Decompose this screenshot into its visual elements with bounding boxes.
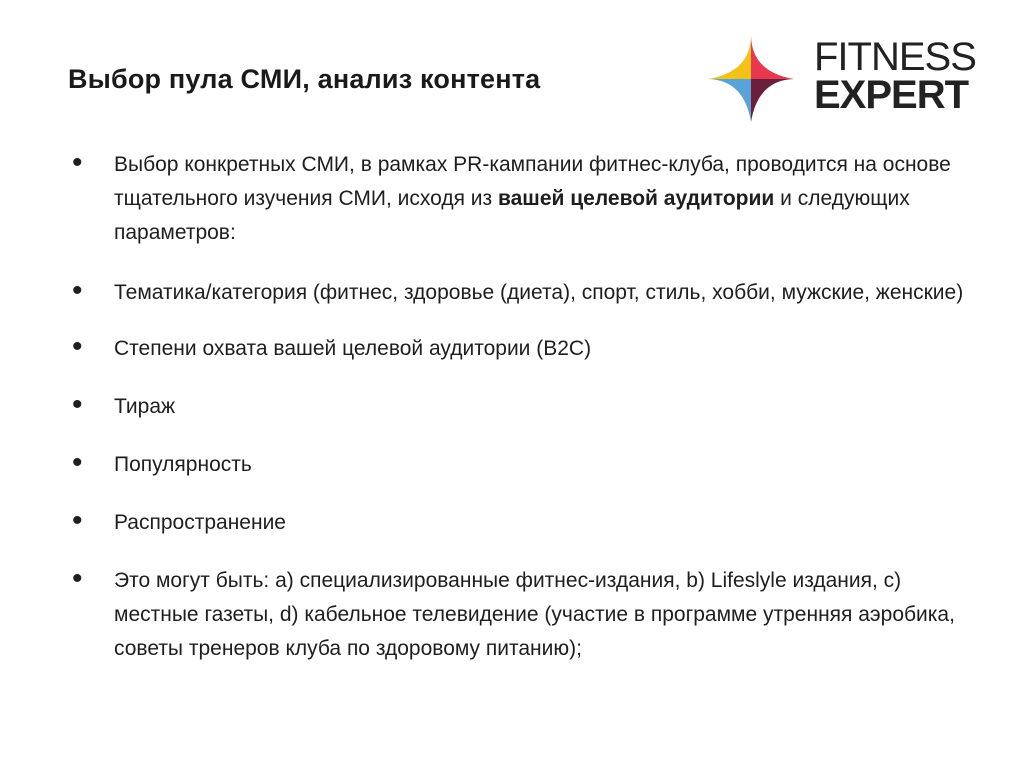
bullet-4-text: Тираж bbox=[114, 395, 176, 418]
bullet-item-circulation bbox=[68, 390, 968, 424]
bullet-dot-icon: • bbox=[72, 330, 83, 363]
logo-mark-icon bbox=[706, 34, 796, 124]
bullet-item-selection bbox=[68, 148, 968, 250]
logo-line-fitness: FITNESS bbox=[814, 35, 976, 79]
bullet-1-bold: вашей целевой аудитории bbox=[498, 187, 775, 210]
logo-line-expert: EXPERT bbox=[814, 73, 969, 117]
bullet-3-text: Степени охвата вашей целевой аудитории (B2C) bbox=[114, 337, 592, 360]
bullet-7-text: Это могут быть: a) специализированные фитнес-издания, b) Lifeslyle издания, c) местные газеты, d) кабельное телевидение (участие в программе утренняя аэробика, советы тренеров клуба по здоровому питанию); bbox=[114, 569, 955, 660]
bullet-2-text: Тематика/категория (фитнес, здоровье (диета), спорт, стиль, хобби, мужские, женские) bbox=[114, 281, 964, 304]
bullet-list bbox=[68, 148, 968, 666]
bullet-dot-icon: • bbox=[72, 146, 83, 179]
logo-petal-red bbox=[751, 36, 794, 79]
bullet-item-popularity bbox=[68, 448, 968, 482]
bullet-dot-icon: • bbox=[72, 446, 83, 479]
bullet-dot-icon: • bbox=[72, 274, 83, 307]
bullet-item-distribution bbox=[68, 506, 968, 540]
bullet-dot-icon: • bbox=[72, 504, 83, 537]
logo-petal-plum bbox=[751, 79, 794, 122]
logo-petal-blue bbox=[708, 79, 751, 122]
bullet-dot-icon: • bbox=[72, 388, 83, 421]
slide-title: Выбор пула СМИ, анализ контента bbox=[68, 64, 541, 94]
bullet-item-topic bbox=[68, 276, 968, 310]
bullet-6-text: Распространение bbox=[114, 511, 286, 534]
bullet-5-text: Популярность bbox=[114, 453, 252, 476]
bullet-item-examples bbox=[68, 564, 968, 666]
fitness-expert-logo bbox=[706, 34, 986, 124]
bullet-1-text-b: и следующих параметров: bbox=[114, 187, 910, 244]
bullet-item-reach bbox=[68, 332, 968, 366]
bullet-dot-icon: • bbox=[72, 562, 83, 595]
logo-petal-yellow bbox=[708, 36, 751, 79]
bullet-1-text-a: Выбор конкретных СМИ, в рамках PR-кампании фитнес-клуба, проводится на основе тщательного изучения СМИ, исходя из bbox=[114, 153, 951, 210]
